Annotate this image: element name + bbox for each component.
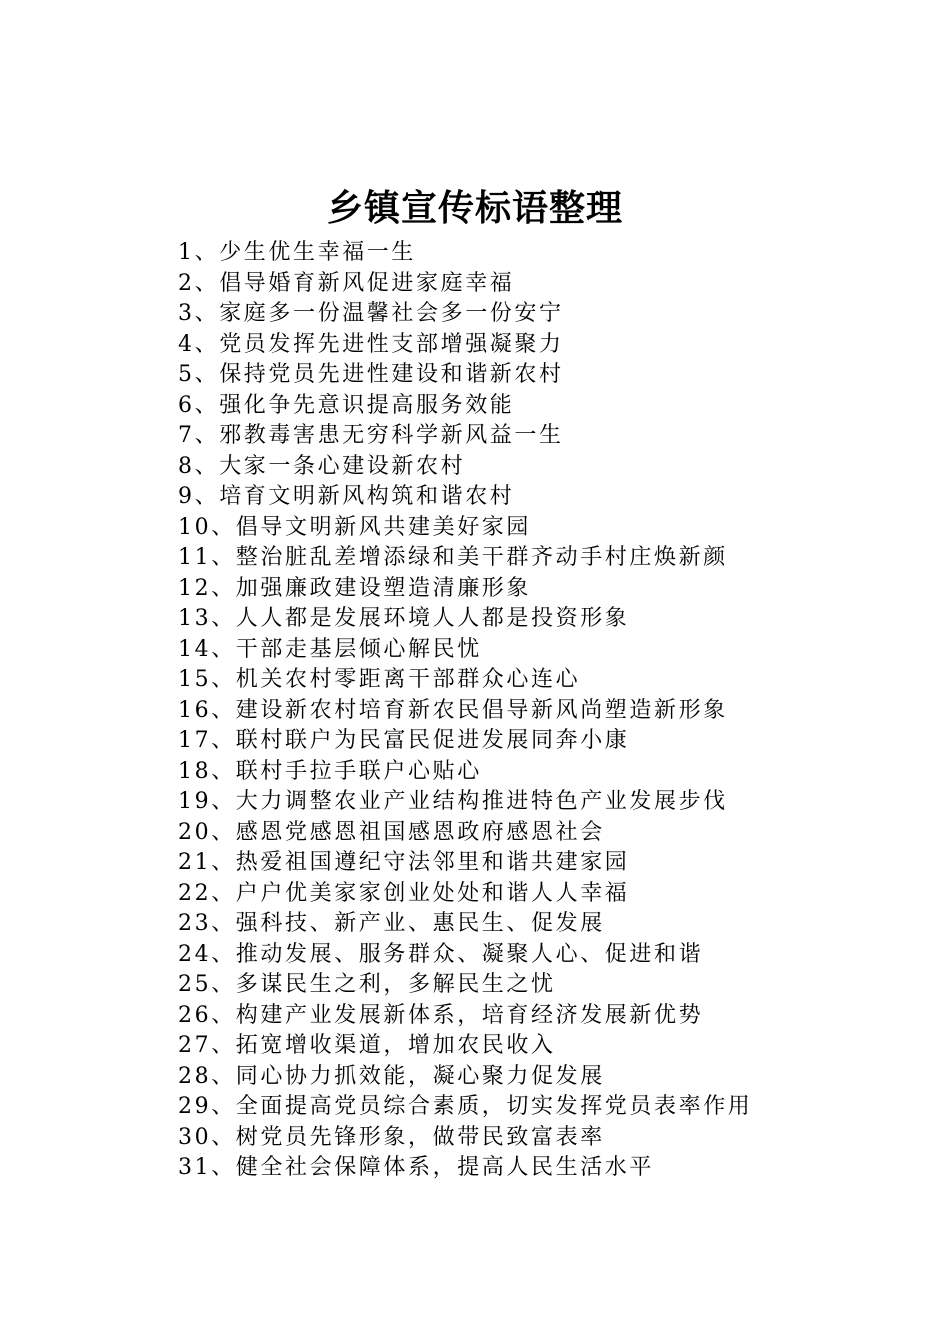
list-item: 19、大力调整农业产业结构推进特色产业发展步伐 [178, 789, 728, 814]
list-item: 28、同心协力抓效能，凝心聚力促发展 [178, 1063, 605, 1089]
list-item: 16、建设新农村培育新农民倡导新风尚塑造新形象 [178, 697, 728, 723]
list-item: 9、培育文明新风构筑和谐农村 [178, 484, 515, 509]
list-item: 23、强科技、新产业、惠民生、促发展 [178, 911, 605, 936]
list-item: 22、户户优美家家创业处处和谐人人幸福 [178, 880, 630, 906]
list-item: 12、加强廉政建设塑造清廉形象 [178, 575, 531, 601]
list-item: 31、健全社会保障体系，提高人民生活水平 [178, 1155, 654, 1180]
list-item: 21、热爱祖国遵纪守法邻里和谐共建家园 [178, 850, 630, 875]
list-item: 14、干部走基层倾心解民忧 [178, 636, 482, 662]
list-item: 27、拓宽增收渠道，增加农民收入 [178, 1033, 556, 1058]
list-item: 20、感恩党感恩祖国感恩政府感恩社会 [178, 819, 605, 845]
list-item: 29、全面提高党员综合素质，切实发挥党员表率作用 [178, 1094, 753, 1119]
list-item: 24、推动发展、服务群众、凝聚人心、促进和谐 [178, 941, 704, 967]
list-item: 3、家庭多一份温馨社会多一份安宁 [178, 301, 564, 326]
slogan-list [178, 238, 752, 1184]
list-item: 6、强化争先意识提高服务效能 [178, 392, 515, 418]
list-item: 11、整治脏乱差增添绿和美干群齐动手村庄焕新颜 [178, 545, 728, 570]
document-title: 乡镇宣传标语整理 [326, 187, 623, 229]
list-item: 15、机关农村零距离干部群众心连心 [178, 667, 581, 692]
list-item: 7、邪教毒害患无穷科学新风益一生 [178, 423, 564, 448]
list-item: 8、大家一条心建设新农村 [178, 453, 466, 479]
list-item: 18、联村手拉手联户心贴心 [178, 758, 482, 784]
list-item: 13、人人都是发展环境人人都是投资形象 [178, 606, 630, 631]
list-item: 4、党员发挥先进性支部增强凝聚力 [178, 331, 564, 357]
list-item: 2、倡导婚育新风促进家庭幸福 [178, 270, 515, 296]
list-item: 26、构建产业发展新体系，培育经济发展新优势 [178, 1002, 704, 1028]
list-item: 17、联村联户为民富民促进发展同奔小康 [178, 728, 630, 753]
list-item: 30、树党员先锋形象，做带民致富表率 [178, 1124, 605, 1150]
list-item: 5、保持党员先进性建设和谐新农村 [178, 362, 564, 387]
list-item: 25、多谋民生之利，多解民生之忧 [178, 972, 556, 997]
list-item: 1、少生优生幸福一生 [178, 240, 416, 265]
list-item: 10、倡导文明新风共建美好家园 [178, 514, 531, 540]
